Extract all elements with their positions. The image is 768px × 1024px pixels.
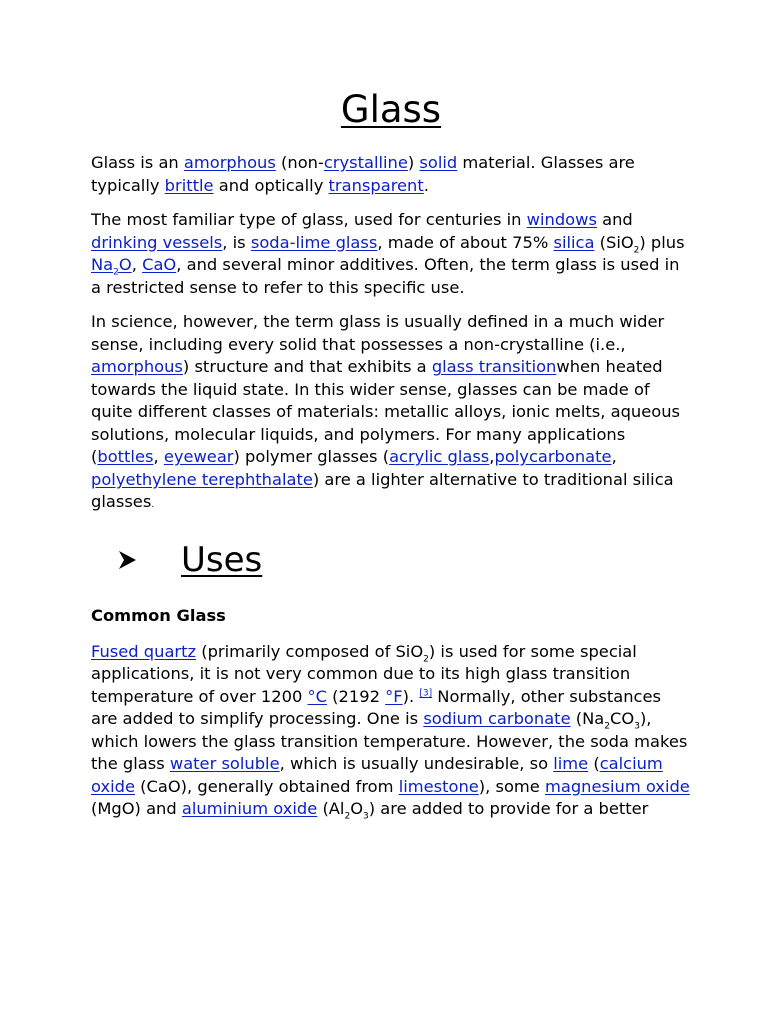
science-paragraph [91,311,691,517]
page-title: Glass [340,88,442,131]
link-bottles[interactable]: bottles [97,447,154,466]
text-span: when heated towards the liquid state. In this wider sense, glasses can be made of quite different classes of materials: metallic alloys, ionic melts, aqueous solutions, molecular liquids, and polymers. For many applications ( [91,357,681,466]
text-span: , and several minor additives. Often, the term glass is used in a restricted sense to refer to this specific use. [91,255,680,297]
document-page [91,86,691,833]
text-span: O [350,799,364,818]
link-brittle[interactable]: brittle [164,175,214,195]
link-water-soluble[interactable]: water soluble [169,754,280,773]
text-span: , is [222,232,251,252]
text-span: ). [402,686,420,706]
link-amorphous[interactable]: amorphous [183,153,276,172]
link-amorphous-2[interactable]: amorphous [91,357,183,376]
link-glass-transition[interactable]: glass transition [431,357,557,376]
link-silica[interactable]: silica [553,232,595,252]
link-acrylic-glass[interactable]: acrylic glass [389,447,490,466]
link-eyewear[interactable]: eyewear [163,447,234,466]
text-span: material. Glasses are typically [91,153,635,195]
subscript: 2 [113,267,119,278]
text-span: Glass is an [91,153,184,172]
link-calcium-oxide[interactable]: calcium oxide [91,754,663,796]
text-span: In science, however, the term glass is usually defined in a much wider sense, including every solid that possesses a non-crystalline (i.e., [91,312,665,354]
link-lime[interactable]: lime [553,754,589,773]
text-span: ) are added to provide for a better [368,799,649,818]
uses-section-heading [91,537,691,585]
link-text: Na [91,255,114,274]
link-fused-quartz[interactable]: Fused quartz [91,641,197,661]
text-span: , made of about 75% [377,232,554,252]
subscript: 2 [633,244,640,255]
text-span: , [131,255,143,274]
link-text: O [118,255,132,274]
text-span: ) are a lighter alternative to traditional silica glasses [91,469,674,511]
fused-quartz-paragraph [91,641,691,821]
subscript: 3 [634,721,640,732]
link-magnesium-oxide[interactable]: magnesium oxide [544,776,690,796]
text-span: (SiO [594,232,634,252]
text-span: ), which lowers the glass transition temperature. However, the soda makes the glass [91,709,688,773]
link-sodium-carbonate[interactable]: sodium carbonate [423,709,571,728]
text-span: CO [610,709,635,728]
text-span: , [489,447,495,466]
link-celsius[interactable]: °C [307,686,327,706]
link-drinking-vessels[interactable]: drinking vessels [91,232,223,252]
text-span: The most familiar type of glass, used for centuries in [91,210,527,229]
subscript: 2 [423,653,429,664]
text-span: ) polymer glasses ( [233,447,390,466]
text-span: (primarily composed of SiO [196,641,424,661]
link-reference-3[interactable]: [3] [419,688,433,699]
arrowhead-bullet-icon [116,549,138,571]
link-aluminium-oxide[interactable]: aluminium oxide [181,799,318,818]
text-span: ), some [478,776,545,796]
text-span: . [423,175,429,195]
text-span: (2192 [327,686,386,706]
text-span: Normally, other substances are added to simplify processing. One is [91,686,662,728]
link-polycarbonate[interactable]: polycarbonate [494,447,612,466]
text-span: and [596,210,633,229]
intro-paragraph [91,152,691,197]
text-span: ) is used for some special applications, it is not very common due to its high glass transition temperature of over 1200 [91,641,637,706]
uses-heading: Uses [181,539,263,580]
text-span: , [153,447,164,466]
subscript: 2 [604,721,611,732]
link-fahrenheit[interactable]: °F [385,686,403,706]
link-limestone[interactable]: limestone [398,776,479,796]
link-polyethylene-terephthalate[interactable]: polyethylene terephthalate [91,469,313,489]
text-span: (Al [317,799,345,818]
text-span: (non- [275,153,324,172]
link-soda-lime-glass[interactable]: soda-lime glass [250,232,378,252]
text-span: ( [588,754,600,773]
link-cao[interactable]: CaO [142,255,177,274]
text-span: , [611,447,617,466]
text-span: , which is usually undesirable, so [279,754,554,773]
link-crystalline[interactable]: crystalline [323,153,408,172]
subscript: 3 [363,811,369,822]
link-windows[interactable]: windows [526,210,597,229]
common-glass-subheading: Common Glass [91,605,226,625]
soda-lime-paragraph [91,209,691,299]
text-span: (CaO), generally obtained from [134,776,399,796]
text-span: and optically [213,175,329,195]
subscript: 2 [344,811,351,822]
text-span: . [151,500,155,510]
text-span: ) [407,153,420,172]
text-span: (MgO) and [91,799,182,818]
link-na2o[interactable] [91,255,132,278]
text-span: (Na [570,709,605,728]
text-span: ) structure and that exhibits a [182,357,432,376]
link-transparent[interactable]: transparent [328,175,424,195]
text-span: ) plus [639,232,685,252]
link-solid[interactable]: solid [419,153,458,172]
